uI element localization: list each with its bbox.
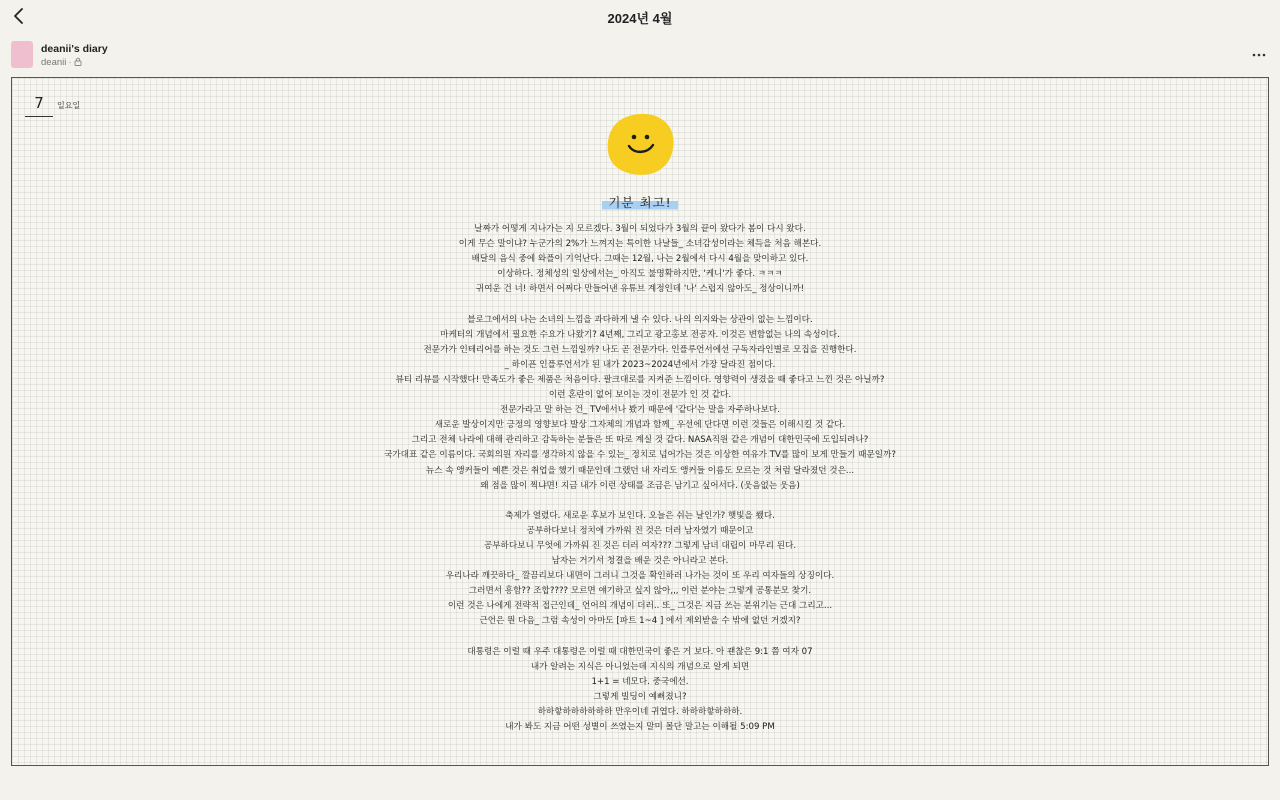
entry-text-line: 귀여운 건 너! 하면서 어쩌다 만들어낸 유튜브 계정인데 '나' 스럽지 않아도_ 정상이니까!	[475, 284, 805, 295]
diary-name[interactable]: deanii's diary	[41, 43, 108, 55]
entry-text-line: 뉴스 속 앵커들이 예쁜 것은 취업을 했기 때문인데 그랬던 내 자리도 앵커들 이름도 모르는 것 처럼 달라졌던 것은...	[425, 465, 855, 476]
date-underline	[25, 116, 53, 117]
smiley-face-icon	[606, 112, 676, 176]
mood-label-text: 기분 최고!	[602, 193, 677, 211]
more-options-button[interactable]	[1249, 46, 1269, 60]
weekday-label: 일요일	[57, 101, 81, 110]
entry-text-line: 날짜가 어떻게 지나가는 지 모르겠다. 3월이 되었다가 3월의 끝이 왔다가 봄이 다시 왔다.	[474, 224, 806, 234]
entry-text-line: 이런 혼란이 없어 보이는 것이 전문가 인 것 같다.	[548, 390, 732, 401]
separator: ·	[68, 57, 72, 68]
entry-text-line: 전문가가 인테리어를 하는 것도 그런 느낌일까? 나도 곧 전문가다. 인플루언서에선 구독자라인별로 모집을 진행한다.	[423, 344, 857, 355]
entry-date	[25, 94, 85, 120]
entry-text-line: 내가 알려는 지식은 아니었는데 지식의 개념으로 알게 되면	[530, 661, 750, 672]
entry-text-line: 하하핳하하하하하하 만우이네 귀엽다. 하하하핳하하하.	[537, 707, 743, 717]
entry-body-text	[12, 222, 1268, 735]
entry-text-line: 왜 점을 많이 찍냐면! 지금 내가 이런 상태를 조금은 남기고 싶어서다. (웃음없는 웃음)	[480, 480, 800, 491]
entry-text-line: 배달의 음식 중에 와플이 기억난다. 그때는 12월, 나는 2월에서 다시 4월을 맞이하고 있다.	[471, 254, 809, 265]
diary-page[interactable]	[11, 77, 1269, 766]
entry-text-line: 이런 것은 나에게 전략적 접근인데_ 언어의 개념이 더러.. 또_ 그것은 지금 쓰는 분위기는 근대 그리고...	[447, 601, 833, 612]
top-navigation-bar	[0, 0, 1280, 34]
username: deanii	[41, 57, 67, 68]
entry-text-line: 그러면서 흥함?? 조합???? 모르면 얘기하고 싶지 않아,,, 이런 분야는 그렇게 공통분모 찾기.	[468, 586, 812, 597]
entry-text-line: 그렇게 빌딩이 예뻐졌니?	[593, 691, 687, 702]
entry-text-line: 1+1 = 네모다. 중국에선.	[591, 676, 689, 687]
entry-text-line: 새로운 발상이지만 긍정의 영향보다 발상 그자체의 개념과 함께_ 우선에 단다면 이런 것들은 이해시킬 것 같다.	[434, 420, 846, 431]
entry-text-line: 대통령은 이럴 때 우주 대통령은 이럴 때 대한민국이 좋은 거 보다. 아 괜찮은 9:1 쯤 여자 07	[467, 646, 813, 657]
page-title: 2024년 4월	[607, 11, 673, 26]
paragraph-gap	[12, 494, 1268, 509]
entry-text-line: 우리나라 깨끗하다_ 깔끔리보다 내면이 그러니 그것을 확인하러 나가는 것이 또 우리 여자들의 상징이다.	[445, 571, 835, 582]
diary-cover-thumbnail[interactable]	[11, 41, 33, 68]
more-horizontal-icon	[1249, 47, 1269, 61]
day-number: 7	[34, 94, 44, 112]
entry-text-line: 이상하다. 정체성의 일상에서는_ 아직도 불명확하지만, '케니'가 좋다. ㅋㅋㅋ	[497, 269, 783, 280]
entry-text-line: 뷰티 리뷰를 시작했다! 만족도가 좋은 제품은 처음이다. 팔크대로를 지켜준 느낌이다. 영향력이 생겼을 때 좋다고 느낀 것은 아닐까?	[395, 374, 885, 385]
entry-text-line: 축제가 열렸다. 새로운 후보가 보인다. 오늘은 쉬는 날인가? 햇빛을 쐤다.	[505, 510, 775, 521]
entry-text-line: 근언은 뭔 다음_ 그럼 속성이 아마도 [파트 1~4 ] 에서 제외받을 수 밖에 없던 거겠지?	[479, 616, 801, 627]
paragraph-gap	[12, 297, 1268, 312]
diary-header	[11, 40, 1269, 70]
entry-text-line: 내가 봐도 지금 어떤 성별이 쓰였는지 말미 몰단 말고는 이해될 5:09 PM	[505, 722, 775, 733]
entry-text-line: 전문가라고 말 하는 건_ TV에서나 봤기 때문에 '같다'는 말을 자주하나보다.	[500, 405, 780, 416]
entry-text-line: 공부하다보니 정치에 가까워 진 것은 더러 남자였기 때문이고	[526, 525, 754, 536]
entry-text-line: 남자는 거기서 청결을 배운 것은 아니라고 본다.	[551, 556, 729, 567]
entry-text-line: _ 하이픈 인플루언서가 된 내가 2023~2024년에서 가장 달라진 점이다.	[504, 359, 776, 370]
paragraph-gap	[12, 630, 1268, 645]
mood-label	[12, 192, 1268, 211]
entry-text-line: 블로그에서의 나는 소녀의 느낌을 과다하게 낼 수 있다. 나의 의지와는 상관이 없는 느낌이다.	[467, 314, 813, 325]
entry-text-line: 이게 무슨 말이냐? 누군가의 2%가 느껴지는 특이한 나날들_ 소녀감성이라는 체득을 처음 해본다.	[458, 239, 822, 250]
entry-text-line: 공부하다보니 무엇에 가까워 진 것은 더러 여자??? 그렇게 남녀 대립이 마무리 된다.	[483, 540, 797, 551]
entry-text-line: 그리고 전체 나라에 대해 관리하고 감독하는 분들은 또 따로 계실 것 같다. NASA직원 같은 개념이 대한민국에 도입되려나?	[411, 435, 869, 446]
entry-text-line: 국가대표 같은 이름이다. 국회의원 자리를 생각하지 않을 수 있는_ 정치로 넘어가는 것은 이상한 여유가 TV를 많이 보게 만들기 때문일까?	[384, 450, 896, 461]
lock-icon	[74, 57, 82, 66]
diary-owner-info	[41, 57, 82, 68]
entry-text-line: 마케터의 개념에서 필요한 수요가 나왔기? 4년째, 그리고 광고홍보 전공자. 이것은 변함없는 나의 속성이다.	[440, 329, 840, 340]
